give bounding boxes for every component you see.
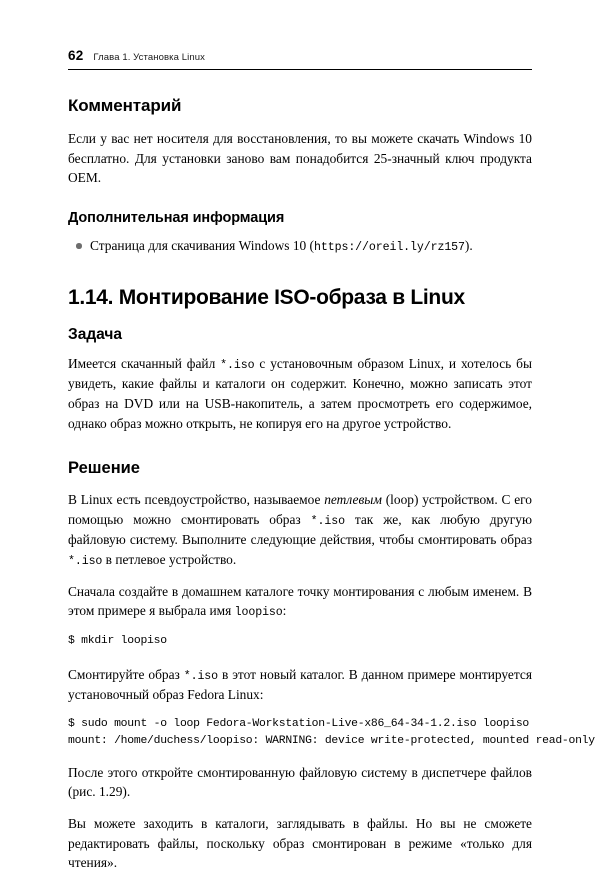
list-item-text-before: Страница для скачивания Windows 10 ( bbox=[90, 238, 315, 254]
list-item-text-after: ). bbox=[464, 238, 473, 254]
recipe-title: 1.14. Монтирование ISO-образа в Linux bbox=[68, 286, 465, 310]
sol1-text-c: так же, как любую другую файловую систему. Выполните следующие действия, чтобы смонтировать образ bbox=[68, 511, 532, 548]
paragraph-solution-2 bbox=[68, 582, 532, 622]
code-block-mount bbox=[68, 716, 595, 750]
sol1-emphasis: петлевым bbox=[324, 492, 382, 508]
list-item bbox=[90, 236, 532, 256]
sol2-code-loopiso: loopiso bbox=[234, 606, 283, 620]
heading-more-info: Дополнительная информация bbox=[68, 210, 285, 227]
heading-task: Задача bbox=[68, 326, 123, 344]
header-rule bbox=[68, 69, 532, 70]
sol3-text-a: Смонтируйте образ bbox=[68, 666, 184, 682]
running-head: Глава 1. Установка Linux bbox=[93, 52, 205, 63]
sol1-text-a: В Linux есть псевдоустройство, называемое bbox=[68, 492, 325, 508]
paragraph-solution-1 bbox=[68, 490, 532, 569]
sol1-text-d: в петлевое устройство. bbox=[102, 551, 237, 567]
paragraph-solution-4: После этого откройте смонтированную файловую систему в диспетчере файлов (рис. 1.29). bbox=[68, 764, 532, 800]
paragraph-solution-3 bbox=[68, 665, 532, 705]
page-header bbox=[68, 48, 532, 69]
paragraph-solution-5: Вы можете заходить в каталоги, заглядывать в файлы. Но вы не сможете редактировать файлы, поскольку образ смонтирован в режиме «только для чтения». bbox=[68, 815, 532, 871]
task-code-iso: *.iso bbox=[220, 359, 255, 373]
code-block-mkdir: $ mkdir loopiso bbox=[68, 635, 167, 648]
heading-comment: Комментарий bbox=[68, 96, 182, 115]
heading-solution: Решение bbox=[68, 459, 140, 478]
sol2-text-b: : bbox=[282, 603, 287, 619]
task-text-b: с установочным образом Linux, и хотелось бы увидеть, какие файлы и каталоги он содержит. Конечно, можно записать этот образ на DVD или на USB-накопитель, а затем просмотреть его содержимое, однако образ можно открыть, не копируя его на другое устройство. bbox=[68, 356, 532, 431]
code-line-output: mount: /home/duchess/loopiso: WARNING: device write-protected, mounted read-only bbox=[68, 735, 595, 748]
sol1-code-1: *.iso bbox=[310, 514, 345, 528]
sol2-text-a: Сначала создайте в домашнем каталоге точку монтирования с любым именем. В этом примере я выбрала имя bbox=[68, 583, 532, 619]
sol3-code-iso: *.iso bbox=[183, 669, 219, 683]
paragraph-task bbox=[68, 354, 532, 433]
sol1-text-b: (loop) устройством. С его помощью можно смонтировать образ bbox=[68, 492, 532, 527]
more-info-list bbox=[68, 236, 532, 256]
sol3-text-b: в этот новый каталог. В данном примере монтируется установочный образ Fedora Linux: bbox=[68, 666, 532, 702]
sol1-code-2: *.iso bbox=[68, 554, 103, 568]
code-line-command: $ sudo mount -o loop Fedora-Workstation-Live-x86_64-34-1.2.iso loopiso bbox=[68, 718, 529, 731]
task-text-a: Имеется скачанный файл bbox=[68, 356, 221, 372]
list-item-link[interactable]: https://oreil.ly/rz157 bbox=[314, 241, 465, 255]
page-number: 62 bbox=[68, 48, 84, 63]
paragraph-comment: Если у вас нет носителя для восстановления, то вы можете скачать Windows 10 бесплатно. Для установки заново вам понадобится 25-значный ключ продукта OEM. bbox=[68, 131, 532, 186]
